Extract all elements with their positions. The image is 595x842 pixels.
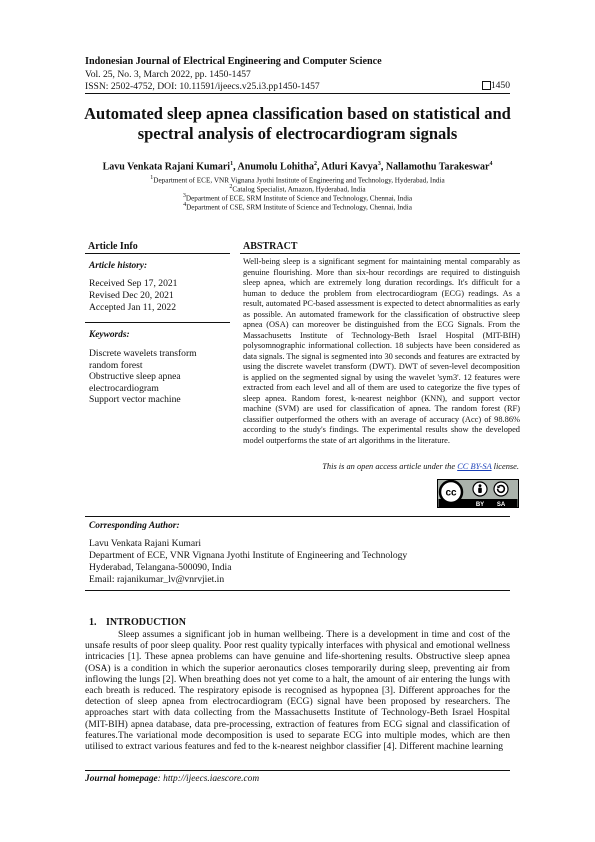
keyword-item: Obstructive sleep apnea [89,371,181,382]
corresponding-email[interactable]: Email: rajanikumar_lv@vnrvjiet.in [89,574,225,585]
page-box-icon [482,81,491,90]
journal-name: Indonesian Journal of Electrical Engineering and Computer Science [85,56,382,67]
corresponding-bottom-rule [85,590,510,591]
affiliation-text: Department of ECE, SRM Institute of Science and Technology, Chennai, India [185,194,413,203]
article-info-heading: Article Info [88,241,138,252]
author-name: Nallamothu Tarakeswar [385,161,490,173]
cc-badge-sa-text: SA [496,501,506,508]
affiliation-text: Department of CSE, SRM Institute of Science and Technology, Chennai, India [186,203,412,212]
section-title: INTRODUCTION [106,617,187,628]
section-heading [89,617,186,628]
license-link[interactable]: CC BY-SA [457,462,492,471]
cc-badge-cc-text: cc [445,487,457,499]
corresponding-line: Lavu Venkata Rajani Kumari [89,538,201,549]
abstract-text: Well-being sleep is a significant segment for maintaining mental comparably as genuine flourishing. More than six-hour recordings are required to distinguish sleep apnea, which are extremely long duration recordings. It's difficult for a human to deduce the problem from electrocardiogram (ECG) readings. As a result, automated PC-based assessment is expected to detect abnormalities as early as possible. An automated framework for the classification of obstructive sleep apnea (OSA) can moreover be distinguished from the ECG Signals. From the Massachusetts Institute of Technology-Beth Israel Hospital (MIT-BIH) polysomnographic informational collection. 18 subjects have been considered as data signals. The signal is segmented into 30 seconds and features are extracted by using the discrete wavelet transform (DWT). DWT of seven-level decomposition is applied on the segmented signal by using the wavelet 'sym3'. 12 features were extracted from each level and all of them are used to categorize the five types of sleep apnea. Random forest, k-nearest neighbor (KNN), and support vector machine (SVM) are used for classification of apnea. The random forest (RF) classifier outperformed the others with an average of accuracy (Acc) of 98.86% according to the study's findings. The experimental results show the developed model outperforms the state of art algorithms in the literature. [243,257,520,445]
affiliation-sup: 3 [182,193,186,199]
abstract-heading: ABSTRACT [243,241,298,252]
title-line: Automated sleep apnea classification based on statistical and [84,104,511,123]
homepage-label: Journal homepage [85,774,158,784]
homepage-url[interactable]: : http://ijeecs.iaescore.com [157,774,260,784]
author-name: Lavu Venkata Rajani Kumari [102,161,231,173]
corresponding-line: Hyderabad, Telangana-500090, India [89,562,232,573]
page-number: 1450 [490,80,510,91]
corresponding-details [89,538,407,586]
corresponding-top-rule [85,516,510,517]
abstract-rule [240,253,520,254]
corresponding-heading: Corresponding Author: [89,521,180,531]
license-suffix: license. [491,462,519,471]
body-paragraph: Sleep assumes a significant job in human wellbeing. There is a development in time and cost of the unsafe results of poor sleep quality. Poor rest quality typically interfaces with physical and emotional wellness intricacies [1]. These apnea problems can have genuine and life-shortening results. Obstructive sleep apnea (OSA) is a condition in which the superior aeronautics closes temporarily during sleep, preventing air from inflowing the lungs [2]. When breathing does not yet come to a halt, the amount of air entering the lungs with each breath is reduced. The respiratory episode is recognised as hypopnea [3]. Different approaches for the detection of sleep apnea from electrocardiogram (ECG) signal have been proposed by researchers. The approaches start with data collecting from the Massachusetts Institute of Technology-Beth Israel Hospital (MIT-BIH) apnea database, data pre-processing, extraction of features from ECG signal and classification of features. [85,629,510,741]
corresponding-line: Department of ECE, VNR Vignana Jyothi Institute of Engineering and Technology [89,550,408,561]
affiliation-sup: 4 [183,202,187,208]
history-accepted: Accepted Jan 11, 2022 [89,302,177,313]
keyword-item: Discrete wavelets transform [89,348,197,359]
journal-homepage [85,774,259,784]
license-prefix: This is an open access article under the [322,462,458,471]
keyword-item: Support vector machine [89,394,181,405]
author-sup: 2 [313,161,317,167]
history-received: Received Sep 17, 2021 [89,278,178,289]
paper-title [70,104,525,144]
article-info-rule [85,253,230,254]
affiliation-sup: 1 [150,175,154,181]
affiliation-sup: 2 [229,184,233,190]
author-sup: 1 [230,161,234,167]
author-name: Atluri Kavya [321,161,378,173]
title-line: spectral analysis of electrocardiogram signals [137,124,458,143]
issn-doi-line: ISSN: 2502-4752, DOI: 10.11591/ijeecs.v25.i3.pp1450-1457 [85,81,320,92]
author-sup: 4 [489,161,493,167]
keyword-item: random forest [89,360,143,371]
body-paragraph: The variational mode decomposition is used to separate ECG into multiple modes, which are then utilised to extract various features and fed to the k-nearest neighbor classifier [4]. Different machine learning [85,730,510,753]
keyword-item: electrocardiogram [89,383,159,394]
cc-badge-by-text: BY [475,501,485,508]
section-number: 1. [89,617,97,628]
author-list: Lavu Venkata Rajani Kumari$^1$, Anumolu Lohitha$^2$, Atluri Kavya$^3$, Nallamothu Tarakeswar$^4$ [102,161,493,173]
header-rule [85,93,510,94]
author-name: Anumolu Lohitha [237,161,314,173]
keywords-heading: Keywords: [89,330,130,340]
volume-line: Vol. 25, No. 3, March 2022, pp. 1450-1457 [85,69,251,80]
license-note [322,462,519,471]
history-rule [85,322,230,323]
author-sup: 3 [377,161,381,167]
affiliation [60,201,535,212]
article-history-heading: Article history: [89,261,148,271]
history-revised: Revised Dec 20, 2021 [89,290,174,301]
affiliation-text: Department of ECE, VNR Vignana Jyothi Institute of Engineering and Technology, Hyderabad, India [153,176,445,185]
affiliation-text: Catalog Specialist, Amazon, Hyderabad, India [232,185,366,194]
footer-rule [85,770,510,771]
cc-by-sa-badge-icon[interactable] [437,479,519,508]
